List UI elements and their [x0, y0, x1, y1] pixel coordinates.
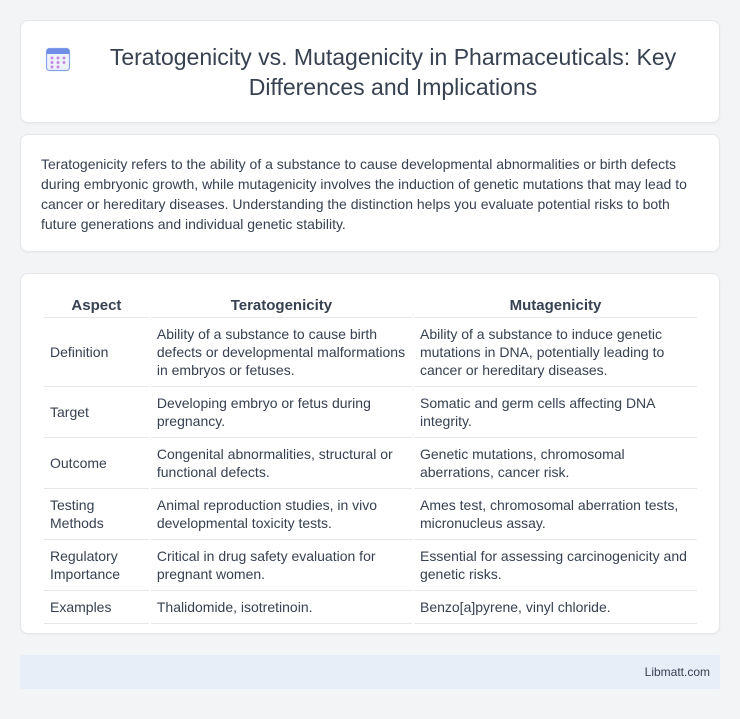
table-row [44, 318, 697, 387]
header-aspect: Aspect [44, 294, 149, 318]
cell-mutagenicity: Essential for assessing carcinogenicity and genetic risks. [414, 540, 697, 591]
cell-aspect: Target [44, 387, 149, 438]
table-row [44, 591, 697, 624]
page-title: Teratogenicity vs. Mutagenicity in Pharmaceuticals: Key Differences and Implications [109, 43, 677, 100]
cell-mutagenicity: Somatic and germ cells affecting DNA integrity. [414, 387, 697, 438]
intro-paragraph: Teratogenicity refers to the ability of a substance to cause developmental abnormalities or birth defects during embryonic growth, while mutagenicity involves the induction of genetic mutations that may lead to cancer or hereditary diseases. Understanding the distinction helps you evaluate potential risks to both future generations and individual genetic stability. [41, 156, 687, 232]
cell-teratogenicity: Critical in drug safety evaluation for pregnant women. [151, 540, 412, 591]
table-row [44, 540, 697, 591]
cell-teratogenicity: Animal reproduction studies, in vivo developmental toxicity tests. [151, 489, 412, 540]
intro-card [20, 134, 720, 252]
cell-teratogenicity: Developing embryo or fetus during pregnancy. [151, 387, 412, 438]
table-row [44, 489, 697, 540]
header-mutagenicity: Mutagenicity [414, 294, 697, 318]
cell-mutagenicity: Ames test, chromosomal aberration tests, micronucleus assay. [414, 489, 697, 540]
calendar-icon [45, 46, 71, 72]
comparison-table [42, 294, 699, 624]
footer-site-link[interactable]: Libmatt.com [644, 665, 710, 679]
cell-aspect: Definition [44, 318, 149, 387]
cell-mutagenicity: Ability of a substance to induce genetic mutations in DNA, potentially leading to cancer or hereditary diseases. [414, 318, 697, 387]
table-header-row [44, 294, 697, 318]
header-card [20, 20, 720, 123]
cell-mutagenicity: Genetic mutations, chromosomal aberrations, cancer risk. [414, 438, 697, 489]
header-teratogenicity: Teratogenicity [151, 294, 412, 318]
cell-teratogenicity: Ability of a substance to cause birth defects or developmental malformations in embryos or fetuses. [151, 318, 412, 387]
cell-aspect: Testing Methods [44, 489, 149, 540]
cell-aspect: Regulatory Importance [44, 540, 149, 591]
cell-aspect: Outcome [44, 438, 149, 489]
title-wrap [45, 42, 695, 102]
cell-aspect: Examples [44, 591, 149, 624]
cell-teratogenicity: Thalidomide, isotretinoin. [151, 591, 412, 624]
table-row [44, 387, 697, 438]
comparison-table-card [20, 273, 720, 634]
footer-bar [20, 655, 720, 689]
cell-mutagenicity: Benzo[a]pyrene, vinyl chloride. [414, 591, 697, 624]
table-row [44, 438, 697, 489]
cell-teratogenicity: Congenital abnormalities, structural or functional defects. [151, 438, 412, 489]
